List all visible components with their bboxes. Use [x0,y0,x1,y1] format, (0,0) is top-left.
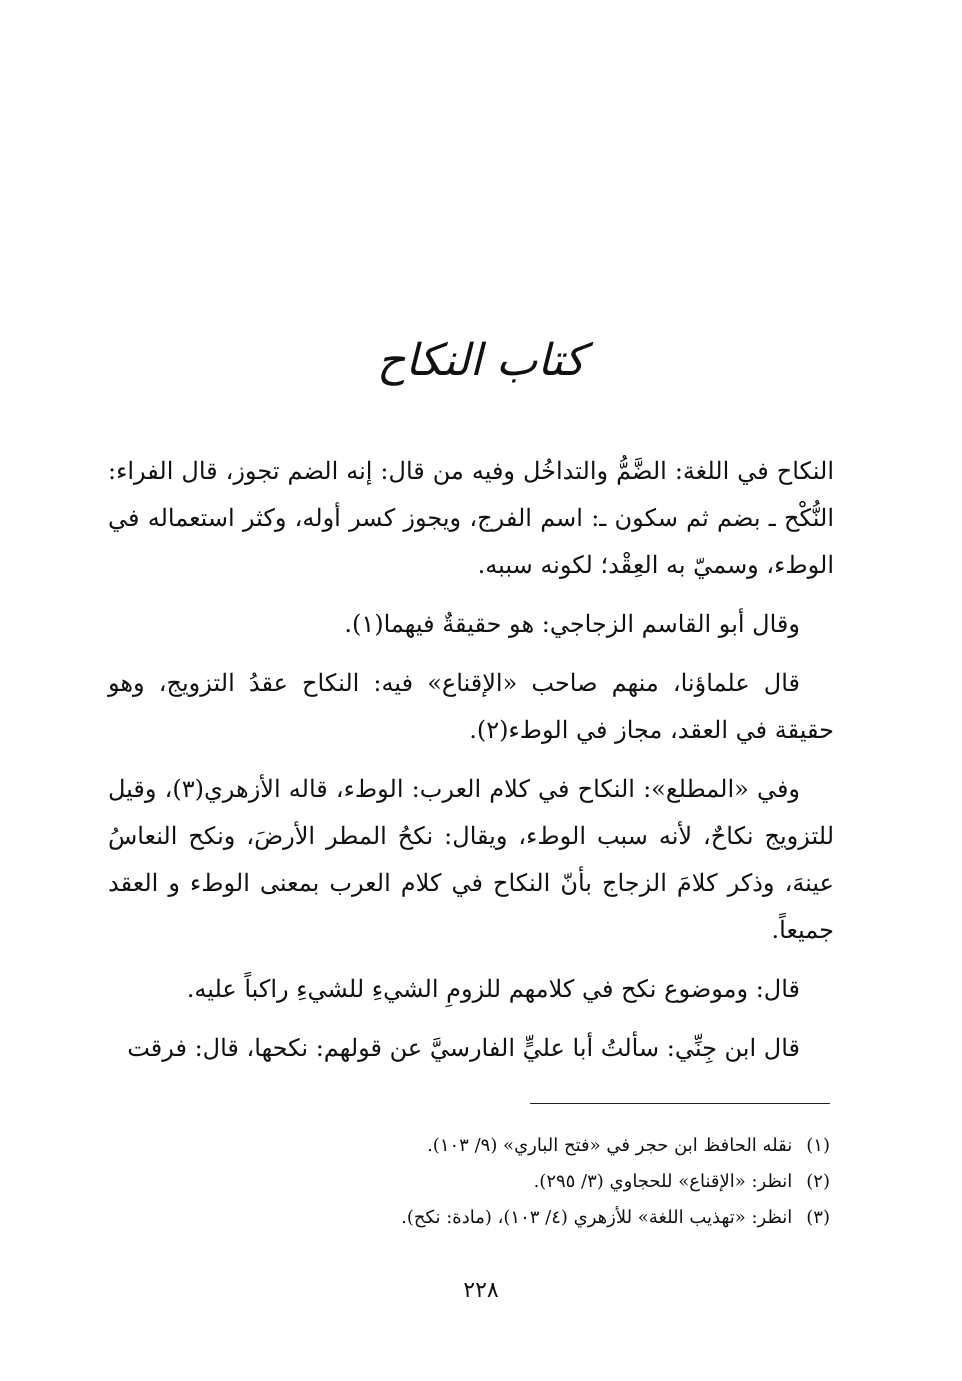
paragraph: وقال أبو القاسم الزجاجي: هو حقيقةٌ فيهما(١). [344,610,800,638]
paragraph: وفي «المطلع»: النكاح في كلام العرب: الوطء، قاله الأزهري(٣)، وقيل للتزويج نكاحٌ، لأنه سبب الوطء، ويقال: نكحُ المطر الأرضَ، ونكح النعاسُ عينهَ، وذكر كلامَ الزجاج بأنّ النكاح في كلام العرب بمعنى الوطء و العقد جميعاً. [108,775,834,944]
footnote-text: انظر: «الإقناع» للحجاوي (٣/ ٢٩٥). [533,1171,793,1192]
chapter-title: كتاب النكاح [376,335,586,386]
footnote-number: (٢) [806,1171,830,1192]
main-text [108,448,834,1084]
paragraph: قال ابن جِنِّي: سألتُ أبا عليٍّ الفارسيَّ عن قولهم: نكحها، قال: فرقت [127,1034,800,1062]
footnote-divider [530,1103,830,1104]
footnote-number: (٣) [806,1207,830,1228]
footnote [200,1164,830,1200]
footnotes [200,1128,830,1236]
footnote-text: انظر: «تهذيب اللغة» للأزهري (٤/ ١٠٣)، (مادة: نكح). [401,1207,793,1228]
footnote-text: نقله الحافظ ابن حجر في «فتح الباري» (٩/ ١٠٣). [427,1135,793,1156]
paragraph: قال: وموضوع نكح في كلامهم للزومِ الشيءِ للشيءِ راكباً عليه. [186,975,800,1003]
paragraph: النكاح في اللغة: الضَّمُّ والتداخُل وفيه من قال: إنه الضم تجوز، قال الفراء: النُّكْح ـ بضم ثم سكون ـ: اسم الفرج، ويجوز كسر أوله، وكثر استعماله في الوطء، وسميّ به العِقْد؛ لكونه سببه. [108,457,834,579]
footnote [200,1200,830,1236]
page-number: ٢٢٨ [463,1278,499,1303]
paragraph: قال علماؤنا، منهم صاحب «الإقناع» فيه: النكاح عقدُ التزويج، وهو حقيقة في العقد، مجاز في الوطء(٢). [108,669,834,744]
footnote [200,1128,830,1164]
footnote-number: (١) [806,1135,830,1156]
